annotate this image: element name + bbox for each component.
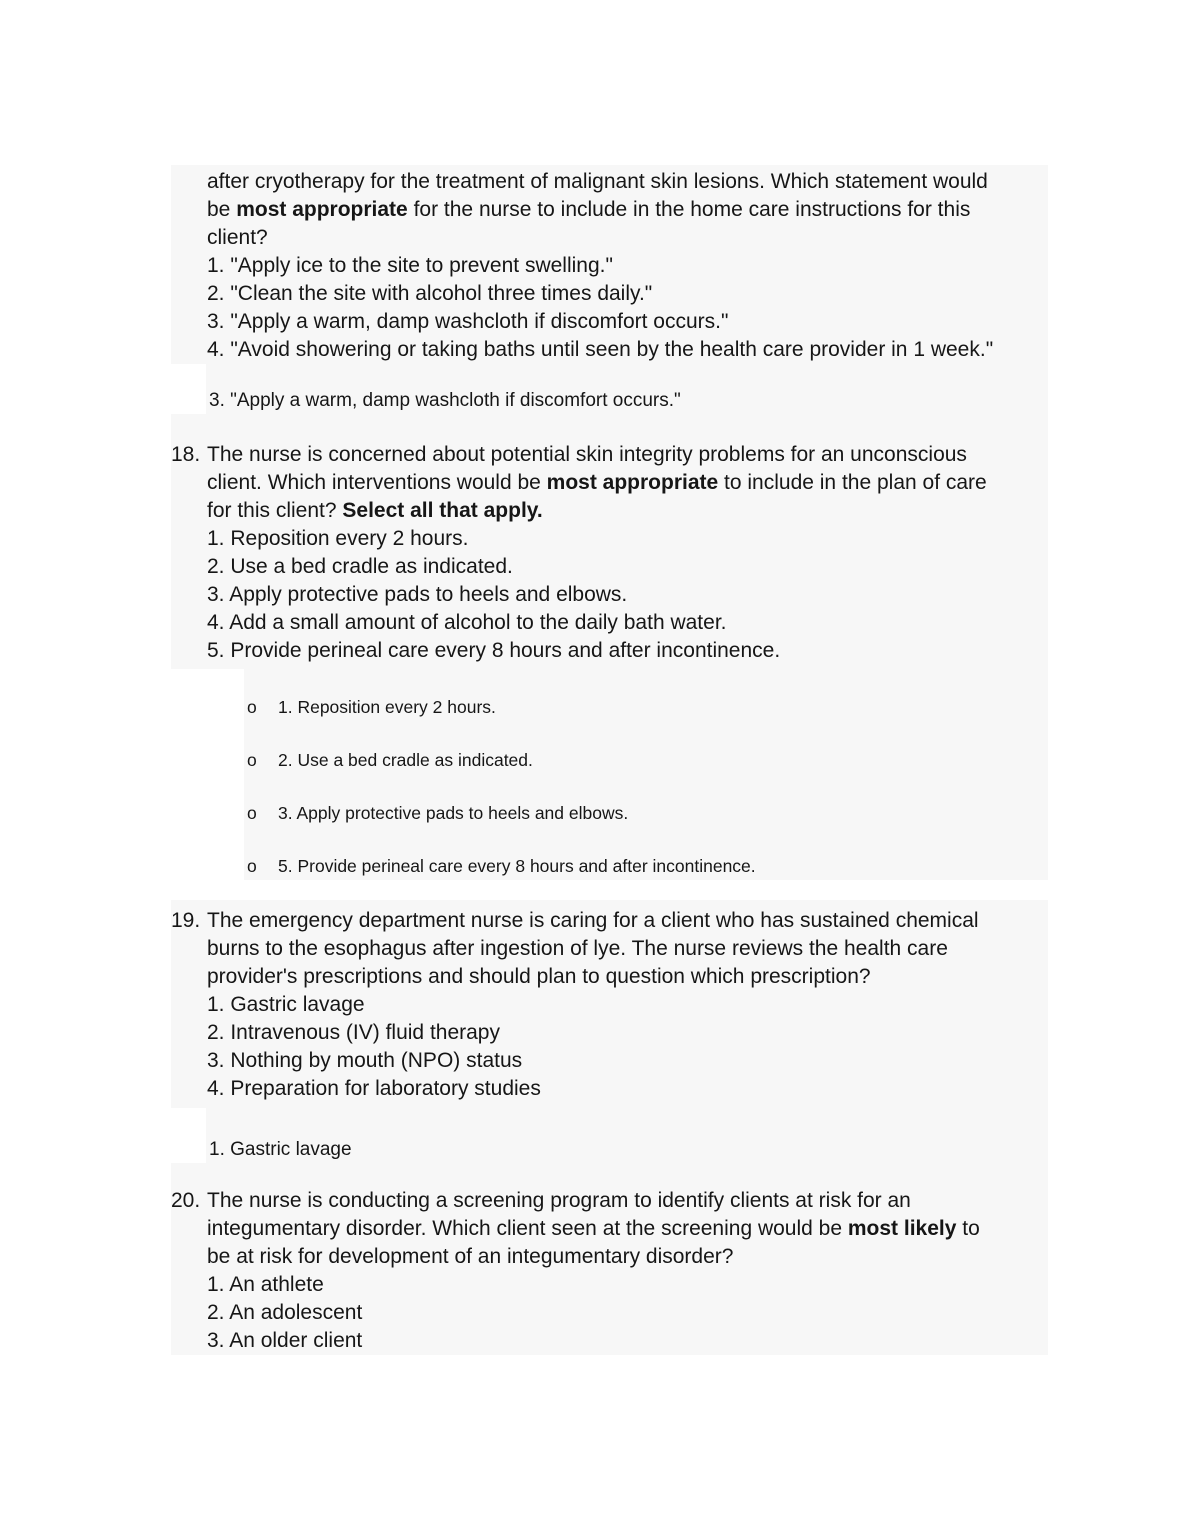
option-line: 3. Nothing by mouth (NPO) status <box>207 1049 523 1072</box>
question-text: to <box>956 1217 980 1240</box>
document-page <box>171 165 1048 1355</box>
circle-bullet: o <box>247 750 257 770</box>
question-line <box>207 497 1048 525</box>
question-line <box>171 907 1048 935</box>
question-line: provider's prescriptions and should plan to question which prescription? <box>207 965 871 988</box>
answer-list-item <box>247 695 1048 719</box>
circle-bullet: o <box>247 856 257 876</box>
question-20-block <box>171 1163 1048 1355</box>
option-line: 5. Provide perineal care every 8 hours and after incontinence. <box>207 639 781 662</box>
emphasized-text: most appropriate <box>236 198 408 221</box>
question-text: The nurse is concerned about potential skin integrity problems for an unconscious <box>207 443 967 466</box>
option-line: 3. An older client <box>207 1329 363 1352</box>
answer-text: 5. Provide perineal care every 8 hours and after incontinence. <box>278 856 756 876</box>
circle-bullet: o <box>247 697 257 717</box>
question-text: The emergency department nurse is caring for a client who has sustained chemical <box>207 909 979 932</box>
answer-text: 3. Apply protective pads to heels and elbows. <box>278 803 629 823</box>
question-number: 20. <box>171 1189 201 1212</box>
emphasized-text: Select all that apply. <box>342 499 543 522</box>
question-text: for the nurse to include in the home care instructions for this <box>407 198 971 221</box>
option-line: 1. Gastric lavage <box>207 993 365 1016</box>
answer-list-item <box>247 801 1048 825</box>
question-text: client. Which interventions would be <box>207 471 547 494</box>
question-text: be <box>207 198 237 221</box>
question-line: after cryotherapy for the treatment of malignant skin lesions. Which statement would <box>207 170 988 193</box>
question-line <box>207 196 1048 224</box>
answer-list-item <box>247 748 1048 772</box>
option-line: 1. An athlete <box>207 1273 324 1296</box>
answer-text: 1. Reposition every 2 hours. <box>278 697 496 717</box>
question-text: to include in the plan of care <box>718 471 987 494</box>
question-17-block <box>171 165 1048 364</box>
option-line: 2. Intravenous (IV) fluid therapy <box>207 1021 500 1044</box>
answer-text: 3. "Apply a warm, damp washcloth if discomfort occurs." <box>209 390 681 411</box>
emphasized-text: most likely <box>847 1217 957 1240</box>
option-line: 4. Add a small amount of alcohol to the daily bath water. <box>207 611 727 634</box>
question-18-block <box>171 414 1048 669</box>
circle-bullet: o <box>247 803 257 823</box>
option-line: 4. Preparation for laboratory studies <box>207 1077 541 1100</box>
question-text: integumentary disorder. Which client seen at the screening would be <box>207 1217 848 1240</box>
paragraph-gap <box>171 880 1048 900</box>
answer-17-block <box>206 364 1048 414</box>
question-line: client? <box>207 226 268 249</box>
option-line: 1. "Apply ice to the site to prevent swelling." <box>207 254 613 277</box>
question-text: for this client? <box>207 499 343 522</box>
answer-19-block <box>206 1108 1048 1163</box>
question-19-block <box>171 900 1048 1108</box>
option-line: 2. "Clean the site with alcohol three times daily." <box>207 282 653 305</box>
answer-text: 1. Gastric lavage <box>209 1139 352 1160</box>
option-line: 3. Apply protective pads to heels and elbows. <box>207 583 628 606</box>
option-line: 2. Use a bed cradle as indicated. <box>207 555 513 578</box>
question-line <box>207 1215 1048 1243</box>
question-text: The nurse is conducting a screening program to identify clients at risk for an <box>207 1189 911 1212</box>
emphasized-text: most appropriate <box>546 471 719 494</box>
question-line: be at risk for development of an integumentary disorder? <box>207 1245 734 1268</box>
question-number: 18. <box>171 443 201 466</box>
question-line <box>207 469 1048 497</box>
question-number: 19. <box>171 909 201 932</box>
answer-text: 2. Use a bed cradle as indicated. <box>278 750 533 770</box>
option-line: 4. "Avoid showering or taking baths until seen by the health care provider in 1 week." <box>207 338 994 361</box>
option-line: 2. An adolescent <box>207 1301 363 1324</box>
answer-18-list <box>244 669 1048 880</box>
question-line <box>171 1187 1048 1215</box>
option-line: 3. "Apply a warm, damp washcloth if discomfort occurs." <box>207 310 729 333</box>
question-line: burns to the esophagus after ingestion of lye. The nurse reviews the health care <box>207 937 948 960</box>
option-line: 1. Reposition every 2 hours. <box>207 527 469 550</box>
answer-list-item <box>247 854 1048 878</box>
question-line <box>171 441 1048 469</box>
